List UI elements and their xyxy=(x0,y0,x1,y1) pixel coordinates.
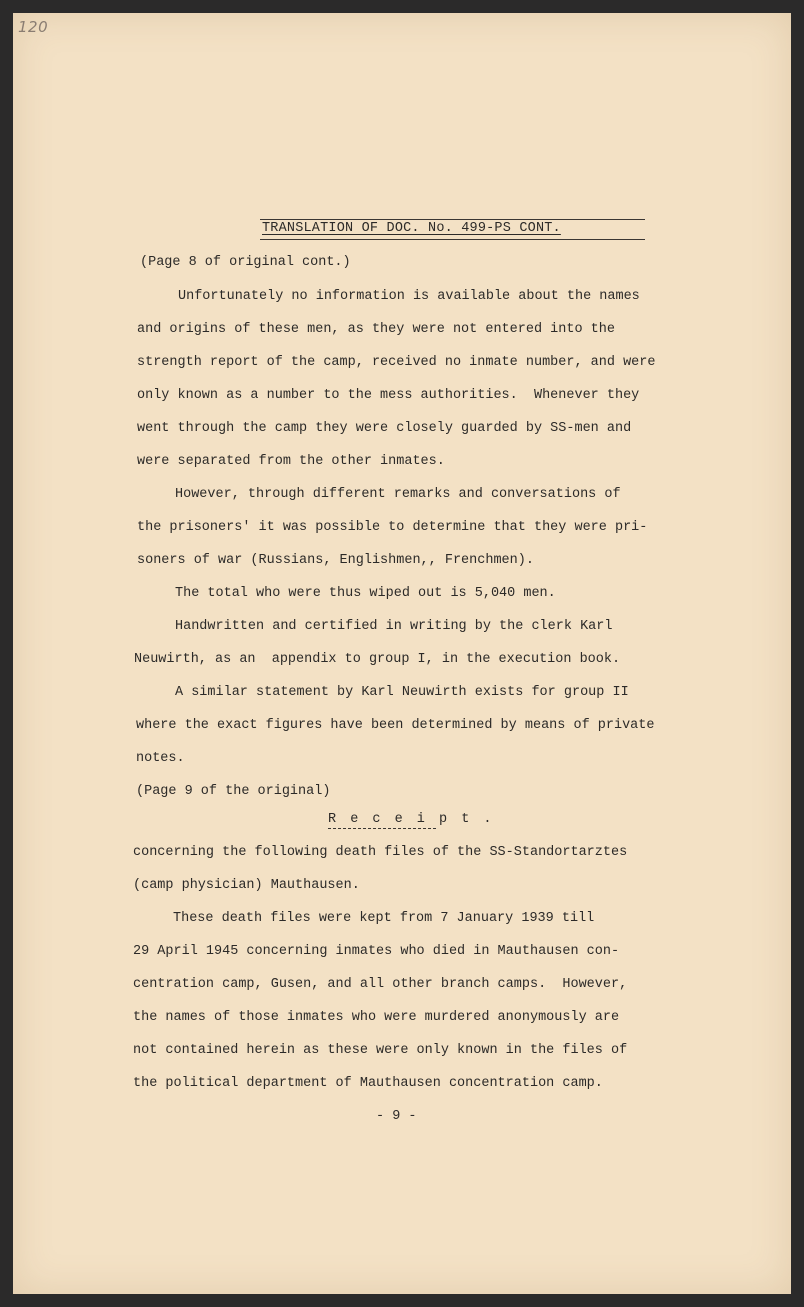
text-line: Handwritten and certified in writing by the clerk Karl xyxy=(175,619,613,634)
text-line: only known as a number to the mess authorities. Whenever they xyxy=(137,388,640,403)
text-line: the names of those inmates who were murdered anonymously are xyxy=(133,1010,620,1025)
text-line: centration camp, Gusen, and all other branch camps. However, xyxy=(133,977,628,992)
text-line: were separated from the other inmates. xyxy=(137,454,445,469)
text-line: Unfortunately no information is available about the names xyxy=(178,289,640,304)
text-line: concerning the following death files of the SS-Standortarztes xyxy=(133,845,628,860)
receipt-heading: R e c e i p t . xyxy=(328,812,495,827)
page-number: - 9 - xyxy=(376,1109,417,1124)
text-line: the political department of Mauthausen concentration camp. xyxy=(133,1076,603,1091)
text-line: notes. xyxy=(136,751,185,766)
text-line: strength report of the camp, received no inmate number, and were xyxy=(137,355,656,370)
document-title: TRANSLATION OF DOC. No. 499-PS CONT. xyxy=(262,221,561,236)
text-line: Neuwirth, as an appendix to group I, in the execution book. xyxy=(134,652,621,667)
text-line: However, through different remarks and conversations of xyxy=(175,487,621,502)
text-line: The total who were thus wiped out is 5,040 men. xyxy=(175,586,556,601)
text-line: where the exact figures have been determined by means of private xyxy=(136,718,655,733)
text-line: the prisoners' it was possible to determine that they were pri- xyxy=(137,520,648,535)
text-line: These death files were kept from 7 January 1939 till xyxy=(173,911,595,926)
text-line: (camp physician) Mauthausen. xyxy=(133,878,360,893)
receipt-underline xyxy=(328,828,436,829)
title-rule-bottom xyxy=(260,239,645,240)
text-line: 29 April 1945 concerning inmates who died in Mauthausen con- xyxy=(133,944,620,959)
archive-annotation: 120 xyxy=(18,18,49,36)
page-reference: (Page 9 of the original) xyxy=(136,784,331,799)
title-rule-top xyxy=(260,219,645,220)
text-line: soners of war (Russians, Englishmen,, Frenchmen). xyxy=(137,553,534,568)
text-line: A similar statement by Karl Neuwirth exists for group II xyxy=(175,685,629,700)
text-line: went through the camp they were closely guarded by SS-men and xyxy=(137,421,632,436)
text-line: not contained herein as these were only known in the files of xyxy=(133,1043,628,1058)
text-line: and origins of these men, as they were not entered into the xyxy=(137,322,615,337)
page-reference: (Page 8 of original cont.) xyxy=(140,255,351,270)
